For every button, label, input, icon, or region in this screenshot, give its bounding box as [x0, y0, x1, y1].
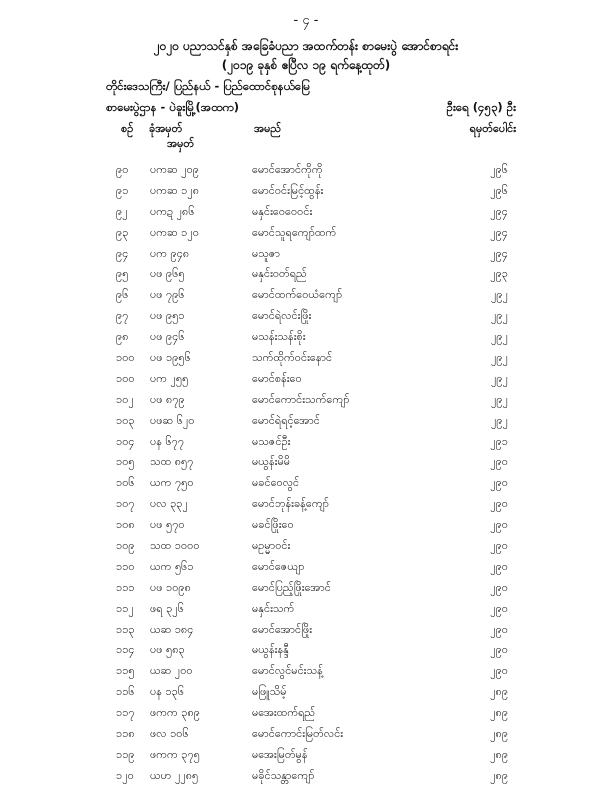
total-marks: ၂၉၂ [491, 309, 508, 323]
row-number: ၁၀၆ [116, 476, 135, 490]
row-number: ၉၇ [116, 309, 129, 323]
student-name: မအေးထက်ရည် [252, 706, 316, 720]
table-row [0, 518, 612, 539]
row-number: ၁၁၂ [116, 601, 134, 615]
header-roll-line2: အမှတ် [167, 137, 195, 150]
roll-number: ယဟ ၂၂၈၅ [150, 768, 199, 782]
student-name: မနှင်းသက် [252, 601, 295, 615]
total-marks: ၂၉၀ [490, 643, 508, 657]
table-row [0, 664, 612, 685]
roll-number: ပက ၂၅၅ [150, 371, 189, 385]
student-name: မသန်းသန်းစိုး [252, 330, 306, 344]
roll-number: ဖလ ၁၀၆ [150, 727, 189, 741]
roll-number: ပဖ ၁၀၉၈ [150, 580, 191, 594]
roll-number: ဖကက ၃၇၅ [150, 747, 200, 761]
student-name: မသူဇာ [252, 246, 280, 260]
header-name: အမည် [254, 122, 282, 135]
row-number: ၉၄ [116, 246, 129, 260]
row-number: ၉၀ [116, 163, 129, 176]
row-number: ၁၀၀ [116, 371, 135, 385]
table-row [0, 435, 612, 456]
table-row [0, 581, 612, 602]
header-roll: ခုံအမှတ် [149, 122, 183, 135]
table-row [0, 560, 612, 581]
table-row [0, 769, 612, 790]
row-number: ၁၁၆ [116, 685, 135, 699]
roll-number: ပဖ ၉၄၆ [150, 330, 185, 344]
row-number: ၁၀၉ [116, 539, 135, 553]
table-row [0, 727, 612, 748]
roll-number: ပဖ ၅၇၀ [150, 518, 185, 532]
roll-number: သထ ၁၀၀၀ [150, 539, 200, 553]
total-marks: ၂၉၂ [491, 330, 508, 344]
student-name: မောင်ဇေယျာ [252, 559, 305, 573]
student-name: မောင်ဘုန်းခန့်ကျော် [252, 497, 329, 511]
roll-number: ပန ၆၇၇ [150, 434, 185, 448]
table-row [0, 163, 612, 184]
student-name: မခိုင်သန္တာကျော် [252, 768, 315, 782]
total-marks: ၂၈၉ [490, 685, 508, 699]
student-name: မယွန်းနန္ဒီ [252, 643, 289, 657]
row-number: ၁၀၃ [116, 413, 135, 427]
row-number: ၁၁၈ [116, 727, 135, 741]
row-number: ၁၁၁ [116, 580, 135, 594]
table-row [0, 288, 612, 309]
total-marks: ၂၉၆ [490, 163, 508, 176]
document-title: ၂၀၂၀ ပညာသင်နှစ် အခြေခံပညာ အထက်တန်း စာမေးပွဲ အောင်စာရင်း [153, 39, 459, 53]
row-number: ၁၁၄ [116, 643, 135, 657]
table-row [0, 184, 612, 205]
student-name: သက်ထိုက်ဝင်းနောင် [252, 351, 333, 365]
roll-number: ပလ ၃၃၂ [150, 497, 188, 511]
row-number: ၁၂၀ [116, 768, 134, 782]
total-marks: ၂၉၄ [490, 225, 508, 239]
roll-number: ပက ၉၄၈ [150, 246, 190, 260]
table-row [0, 685, 612, 706]
roll-number: ပန ၁၃၆ [150, 685, 185, 699]
table-row [0, 414, 612, 435]
student-name: မဥမ္မာဝင်း [252, 539, 291, 553]
roll-number: ဖရ ၃၂၆ [150, 601, 184, 615]
student-name: မောင်သူရကျော်ထက် [252, 225, 337, 239]
total-marks: ၂၉၃ [490, 267, 508, 281]
row-number: ၁၀၀ [116, 351, 135, 365]
student-name: မဖြူသိမ့် [252, 685, 287, 699]
student-name: မအေးမြတ်မွန် [252, 747, 308, 761]
total-marks: ၂၉၄ [490, 204, 508, 218]
header-marks: ရမှတ်ပေါင်း [469, 122, 516, 135]
total-marks: ၂၉၀ [490, 664, 508, 678]
table-row [0, 247, 612, 268]
total-marks: ၂၉၂ [491, 351, 508, 365]
table-row [0, 539, 612, 560]
total-marks: ၂၉၀ [490, 580, 508, 594]
student-name: မောင်ပြည့်ဖြိုးအောင် [252, 580, 331, 594]
student-name: မောင်ရဲလင်းဖြိုး [252, 309, 312, 323]
total-marks: ၂၉၀ [490, 559, 508, 573]
roll-number: ပဖ ၇၉၆ [150, 288, 185, 302]
table-row [0, 476, 612, 497]
student-name: မောင်ထက်ဝေယံကျော် [252, 288, 343, 302]
table-row [0, 226, 612, 247]
page-number: - ၄ - [293, 13, 319, 28]
table-row [0, 643, 612, 664]
total-marks: ၂၉၀ [490, 455, 508, 469]
student-name: မယွန်းမိမိ [252, 455, 291, 469]
roll-number: ယက ၅၆၁ [150, 559, 194, 573]
roll-number: ပကဆ ၁၂၀ [150, 225, 199, 239]
table-row [0, 351, 612, 372]
total-count: ဦးရေ (၄၅၃) ဦး [446, 100, 516, 114]
row-number: ၁၀၅ [116, 455, 135, 469]
table-row [0, 602, 612, 623]
table-row [0, 330, 612, 351]
total-marks: ၂၉၀ [490, 622, 508, 636]
student-name: မခင်ဝေလွင် [252, 476, 300, 490]
total-marks: ၂၉၀ [490, 497, 508, 511]
total-marks: ၂၉၁ [490, 434, 508, 448]
total-marks: ၂၉၆ [490, 183, 508, 197]
student-name: မောင်ဝင်းမြင့်ထွန်း [252, 183, 324, 197]
total-marks: ၂၉၀ [490, 518, 508, 532]
exam-center-line: စာမေးပွဲဌာန - ပဲခူးမြို့(အထက) [106, 100, 239, 114]
roll-number: သထ ၈၅၇ [150, 455, 194, 469]
roll-number: ပဖဆ ၆၂၀ [150, 413, 195, 427]
table-row [0, 623, 612, 644]
student-name: မောင်အောင်ဖြိုး [252, 622, 313, 636]
student-name: မောင်စန်းဝေ [252, 371, 302, 385]
row-number: ၉၂ [116, 204, 128, 218]
roll-number: ပကဆ ၁၂၈ [150, 183, 200, 197]
total-marks: ၂၉၂ [491, 392, 508, 406]
table-row [0, 372, 612, 393]
roll-number: ယက ၇၅၀ [150, 476, 194, 490]
roll-number: ယဆ ၁၈၄ [150, 622, 194, 636]
row-number: ၁၁၅ [116, 664, 135, 678]
roll-number: ပဖ ၈၇၉ [150, 392, 185, 406]
row-number: ၁၁၃ [116, 622, 135, 636]
row-number: ၁၀၂ [116, 392, 134, 406]
table-row [0, 393, 612, 414]
student-name: မခင်ဖြိုးဝေ [252, 518, 294, 532]
table-row [0, 455, 612, 476]
total-marks: ၂၉၀ [490, 539, 508, 553]
table-row [0, 309, 612, 330]
row-number: ၉၁ [116, 183, 129, 197]
student-name: မောင်ရဲရင့်အောင် [252, 413, 320, 427]
table-row [0, 267, 612, 288]
total-marks: ၂၈၉ [490, 768, 508, 782]
total-marks: ၂၉၂ [491, 288, 508, 302]
total-marks: ၂၈၉ [490, 706, 508, 720]
roll-number: ပဖ ၅၈၃ [150, 643, 185, 657]
student-name: မသဇင်ဦး [252, 434, 291, 448]
row-number: ၉၆ [116, 288, 129, 302]
roll-number: ပဖ ၉၆၅ [150, 267, 185, 281]
total-marks: ၂၉၀ [490, 476, 508, 490]
row-number: ၁၁၉ [116, 747, 135, 761]
table-row [0, 205, 612, 226]
header-no: စဉ် [121, 122, 134, 135]
row-number: ၁၁၇ [116, 706, 135, 720]
table-row [0, 748, 612, 769]
roll-number: ပဖ ၁၉၅၆ [150, 351, 191, 365]
total-marks: ၂၉၂ [491, 413, 508, 427]
total-marks: ၂၉၄ [490, 246, 508, 260]
row-number: ၉၃ [116, 225, 129, 239]
roll-number: ပကဍ ၂၈၆ [150, 204, 195, 218]
roll-number: ယဆ ၂၀၀ [150, 664, 193, 678]
table-row [0, 706, 612, 727]
row-number: ၉၈ [116, 330, 129, 344]
student-name: မောင်ကောင်းသက်ကျော် [252, 392, 350, 406]
student-name: မနှင်းဝတ်ရည် [252, 267, 307, 281]
total-marks: ၂၈၉ [490, 727, 508, 741]
region-line: တိုင်းဒေသကြီး/ ပြည်နယ် - ပြည်ထောင်စုနယ်မြေ [106, 79, 310, 93]
student-name: မနှင်းဝေဝေဝင်း [252, 204, 313, 218]
roll-number: ပဖ ၉၅၁ [150, 309, 185, 323]
total-marks: ၂၉၂ [491, 371, 508, 385]
student-name: မောင်အောင်ကိုကို [252, 163, 323, 176]
row-number: ၁၁၀ [116, 559, 135, 573]
total-marks: ၂၉၀ [490, 601, 508, 615]
results-table [0, 163, 612, 790]
row-number: ၁၀၇ [116, 497, 135, 511]
row-number: ၉၅ [116, 267, 129, 281]
document-subtitle: (၂၀၁၉ ခုနှစ် ဧပြီလ ၁၉ ရက်နေ့ထုတ်) [221, 58, 391, 72]
row-number: ၁၀၄ [116, 434, 135, 448]
student-name: မောင်လွင်မင်းသန့် [252, 664, 323, 678]
total-marks: ၂၈၉ [490, 747, 508, 761]
roll-number: ဖကက ၃၈၉ [150, 706, 200, 720]
row-number: ၁၀၈ [116, 518, 135, 532]
student-name: မောင်ကောင်းမြတ်လင်း [252, 727, 344, 741]
table-row [0, 497, 612, 518]
roll-number: ပကဆ ၂၀၉ [150, 163, 199, 176]
